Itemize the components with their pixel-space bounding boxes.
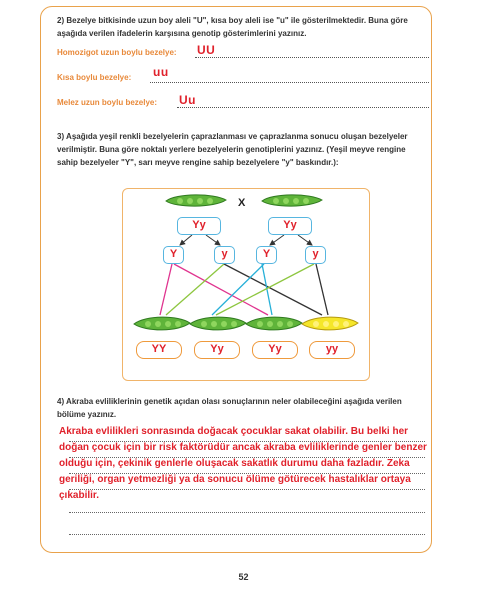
handwritten-answer: Uu [179,93,196,107]
answer-label: Homozigot uzun boylu bezelye: [57,48,177,57]
offspring-genotype-box-1: YY [136,341,182,359]
question-4-text: 4) Akraba evliliklerinin genetik açıdan olası sonuçlarının neler olabileceğini aşağıda verilen bölüme yazınız. [57,397,402,419]
offspring-genotype-box-2: Yy [194,341,240,359]
parent-genotype-box-1: Yy [177,217,221,235]
answer-label: Kısa boylu bezelye: [57,73,132,82]
offspring-pod-2 [190,317,246,330]
cross-lines [160,264,328,315]
offspring-pod-4-yellow [302,317,358,330]
handwritten-answer: uu [153,65,169,79]
answer-label: Melez uzun boylu bezelye: [57,98,158,107]
parent-pod-2 [262,195,322,206]
answer-line [69,489,425,490]
offspring-genotype-box-3: Yy [252,341,298,359]
question-4-handwritten-answer: Akraba evlilikleri sonrasında doğacak çocuklar sakat olabilir. Bu belki her doğan çocuk için bir risk faktörüdür ancak akraba evliliklerinde genler benzer olduğu için, çekinik genlerle oluşacak sakatlık durumu daha fazladır. Zeka geriliği, organ yetmezliği ya da sonucu ölüme götürecek hastalıklar ortaya çıkabilir. [59,426,427,501]
handwritten-answer: UU [197,43,216,57]
offspring-pod-3 [246,317,302,330]
answer-line [69,457,425,458]
parent-gamete-arrows [180,235,312,245]
question-2-text: 2) Bezelye bitkisinde uzun boy aleli "U", kısa boy aleli ise "u" ile gösterilmektedir. Buna göre aşağıda verilen ifadelerin karşısına genotip gösterimlerini yazınız. [57,16,408,38]
offspring-pod-1 [134,317,190,330]
answer-line [69,473,425,474]
answer-line [69,441,425,442]
gamete-box-4: y [305,246,326,264]
gamete-box-2: y [214,246,235,264]
gamete-box-1: Y [163,246,184,264]
parent-genotype-box-2: Yy [268,217,312,235]
question-3-text: 3) Aşağıda yeşil renkli bezelyelerin çaprazlanması ve çaprazlanma sonucu oluşan bezelyeler verilmiştir. Buna göre noktalı yerlere bezelyelerin genotiplerini yazınız. (Yeşil meyve rengine sahip bezelyeler "Y", sarı meyve rengine sahip bezelyelere "y" baskındır.): [57,132,408,167]
cross-symbol: X [238,197,246,209]
parent-pod-1 [166,195,226,206]
gamete-box-3: Y [256,246,277,264]
page-number: 52 [238,572,249,582]
offspring-genotype-box-4: yy [309,341,355,359]
answer-line [69,512,425,513]
answer-line [69,534,425,535]
